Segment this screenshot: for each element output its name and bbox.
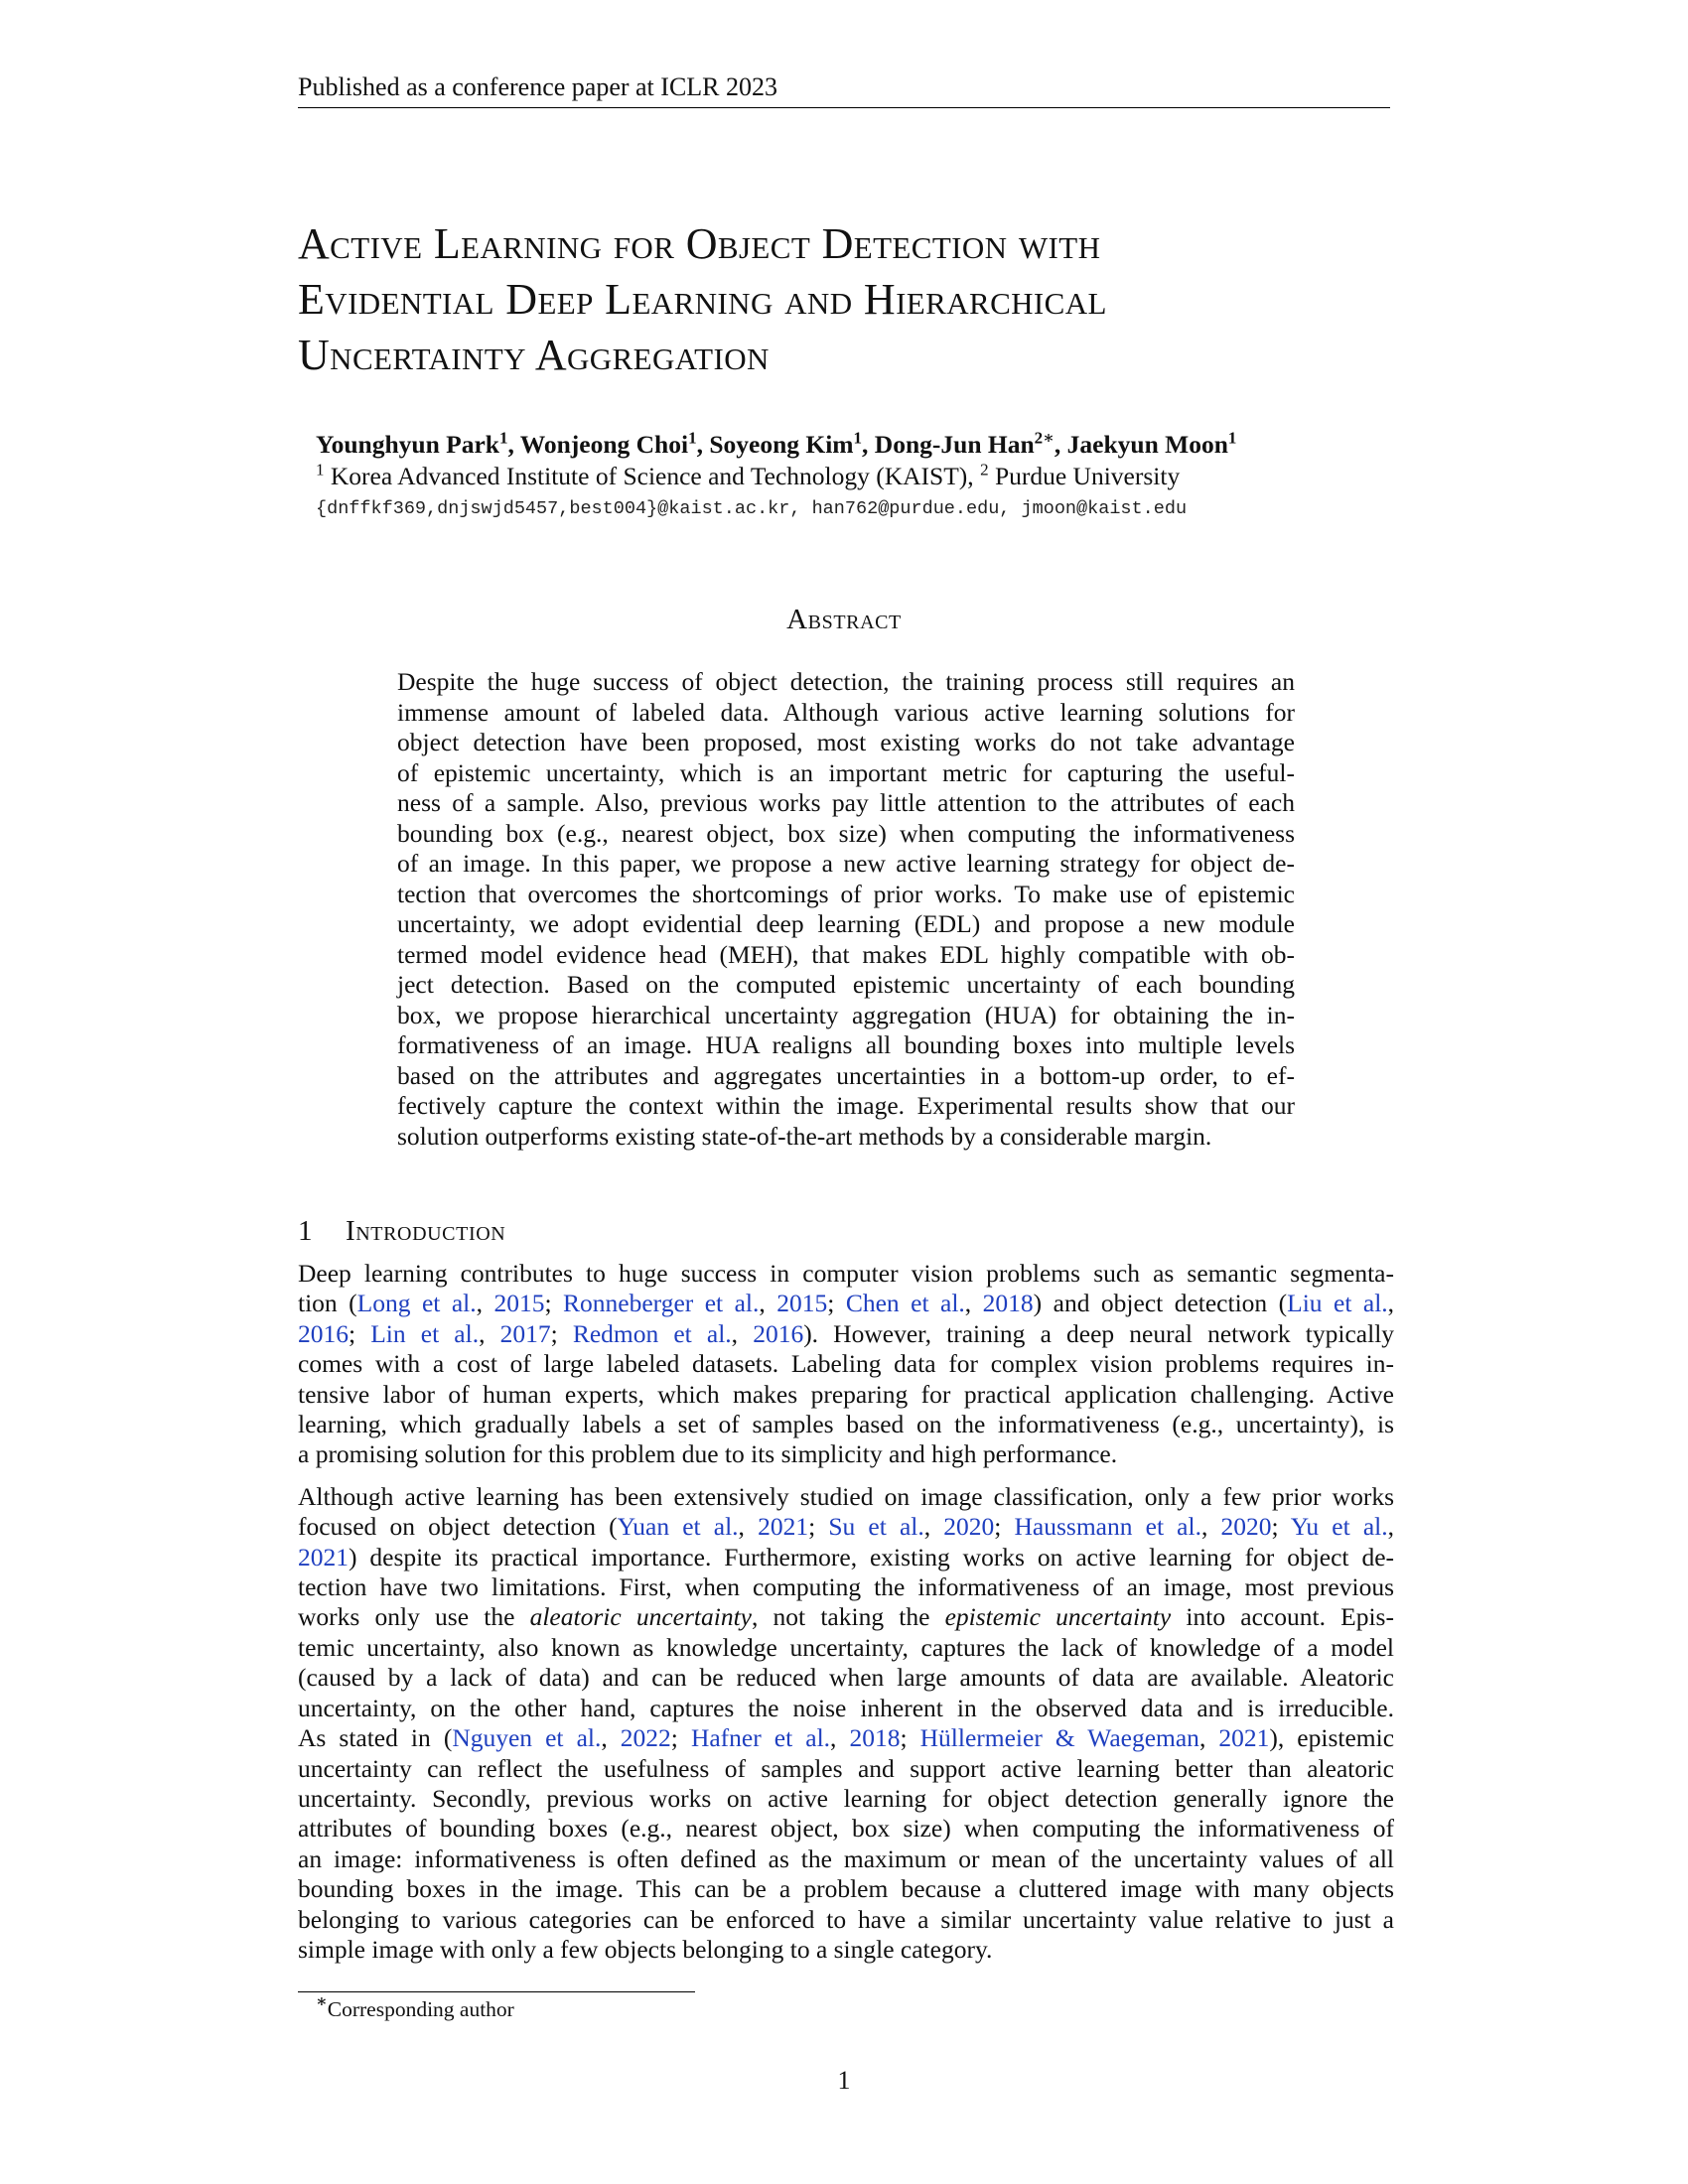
text-run: ; (827, 1289, 846, 1318)
citation-link[interactable]: 2018 (849, 1723, 901, 1753)
citation-link[interactable]: Redmon et al. (572, 1318, 732, 1348)
separator: , (862, 430, 875, 459)
text-run: , not taking the (751, 1602, 945, 1632)
text-run: , (731, 1318, 754, 1348)
citation-link[interactable]: 2015 (776, 1289, 828, 1318)
separator: , (696, 430, 710, 459)
abstract-line: uncertainty, we adopt evidential deep learning (EDL) and propose a new module (397, 909, 1295, 938)
citation-link[interactable]: Long et al. (356, 1289, 477, 1318)
text-run: works only use the (298, 1602, 530, 1632)
citation-link[interactable]: Haussmann et al. (1014, 1512, 1201, 1542)
section-heading-introduction (298, 1213, 1390, 1249)
citation-link[interactable]: 2016 (298, 1318, 349, 1348)
text-run: , (923, 1512, 944, 1542)
abstract-line: Despite the huge success of object detection, the training process still requires an (397, 667, 1295, 696)
paragraph (298, 1259, 1394, 1470)
text-run: ), epistemic (1269, 1723, 1395, 1753)
text-line: (caused by a lack of data) and can be reduced when large amounts of data are available. Aleatoric (298, 1663, 1394, 1693)
citation-link[interactable]: 2016 (753, 1318, 804, 1348)
text-run: , (738, 1512, 759, 1542)
paper-title (298, 216, 1410, 383)
abstract-line: termed model evidence head (MEH), that makes EDL highly compatible with ob- (397, 939, 1295, 969)
text-line: learning, which gradually labels a set of samples based on the informativeness (e.g., uncertainty), is (298, 1410, 1394, 1439)
abstract-line: of an image. In this paper, we propose a new active learning strategy for object de- (397, 849, 1295, 878)
text-line (298, 1543, 1394, 1572)
text-line: temic uncertainty, also known as knowledge uncertainty, captures the lack of knowledge of a model (298, 1632, 1394, 1662)
citation-link[interactable]: 2020 (943, 1512, 995, 1542)
citation-link[interactable]: 2020 (1220, 1512, 1272, 1542)
text-line: an image: informativeness is often defined as the maximum or mean of the uncertainty values of all (298, 1843, 1394, 1873)
abstract-line: ject detection. Based on the computed epistemic uncertainty of each bounding (397, 970, 1295, 999)
text-line: uncertainty, on the other hand, captures the noise inherent in the observed data and is irreducible. (298, 1693, 1394, 1722)
text-run: ; (994, 1512, 1015, 1542)
text-line: attributes of bounding boxes (e.g., nearest object, box size) when computing the informativeness of (298, 1814, 1394, 1843)
text-run: , (1387, 1289, 1395, 1318)
text-run: ; (900, 1723, 920, 1753)
abstract-line: fectively capture the context within the image. Experimental results show that our (397, 1091, 1295, 1120)
affiliation-text: Korea Advanced Institute of Science and Technology (KAIST), (324, 462, 981, 490)
text-line: comes with a cost of large labeled datasets. Labeling data for complex vision problems requires in- (298, 1349, 1394, 1379)
separator: , (1054, 430, 1067, 459)
text-line: Deep learning contributes to huge success in computer vision problems such as semantic segmenta- (298, 1259, 1394, 1288)
text-run: As stated in ( (298, 1723, 453, 1753)
affiliation-mark: 1 (1227, 428, 1237, 448)
citation-link[interactable]: 2021 (758, 1512, 809, 1542)
author-name: Jaekyun Moon (1066, 430, 1228, 459)
text-run: ). However, training a deep neural network typically (803, 1318, 1395, 1348)
author-name: Dong-Jun Han (874, 430, 1035, 459)
footnote (316, 1991, 1110, 2023)
citation-link[interactable]: Nguyen et al. (452, 1723, 602, 1753)
title-line: Uncertainty Aggregation (298, 331, 770, 379)
citation-link[interactable]: 2021 (1218, 1723, 1270, 1753)
footnote-mark: ∗ (316, 1991, 328, 2011)
text-run: ; (670, 1723, 691, 1753)
abstract-line: solution outperforms existing state-of-the-art methods by a considerable margin. (397, 1121, 1212, 1151)
text-run: tion ( (298, 1289, 357, 1318)
introduction-body (298, 1259, 1394, 1977)
text-run: , (830, 1723, 850, 1753)
text-line: bounding boxes in the image. This can be a problem because a cluttered image with many objects (298, 1874, 1394, 1904)
author-emails: {dnffkf369,dnjswjd5457,best004}@kaist.ac.kr, han762@purdue.edu, jmoon@kaist.edu (316, 498, 1188, 519)
text-run: ; (349, 1318, 371, 1348)
author-name: Younghyun Park (316, 430, 499, 459)
text-run: , (1198, 1723, 1219, 1753)
citation-link[interactable]: Yu et al. (1290, 1512, 1388, 1542)
text-line: tensive labor of human experts, which makes preparing for practical application challenging. Active (298, 1379, 1394, 1409)
text-line: belonging to various categories can be enforced to have a similar uncertainty value relative to just a (298, 1904, 1394, 1934)
affiliation-mark: 1 (498, 428, 508, 448)
text-line (298, 1602, 1394, 1632)
abstract-line: immense amount of labeled data. Although various active learning solutions for (397, 697, 1295, 727)
section-number: 1 (298, 1215, 314, 1247)
text-line (298, 1723, 1394, 1753)
text-run: ) despite its practical importance. Furthermore, existing works on active learning for object de- (349, 1542, 1394, 1571)
affiliation-mark: 2∗ (1034, 428, 1055, 448)
text-line: uncertainty. Secondly, previous works on active learning for object detection generally ignore the (298, 1783, 1394, 1813)
affiliation-mark: 1 (688, 428, 697, 448)
citation-link[interactable]: 2022 (620, 1723, 671, 1753)
text-run: , (759, 1289, 777, 1318)
page-number: 1 (837, 2066, 851, 2095)
abstract-line: object detection have been proposed, most existing works do not take advantage (397, 728, 1295, 756)
text-run: ; (544, 1289, 564, 1318)
text-run: ; (1271, 1512, 1291, 1542)
abstract-line: ness of a sample. Also, previous works pay little attention to the attributes of each (397, 788, 1295, 817)
citation-link[interactable]: Su et al. (828, 1512, 924, 1542)
text-run: ) and object detection ( (1033, 1289, 1288, 1318)
affiliation-mark: 1 (316, 460, 325, 479)
section-title: Introduction (346, 1215, 506, 1247)
citation-link[interactable]: Liu et al. (1287, 1289, 1388, 1318)
affiliations (316, 461, 1408, 492)
citation-link[interactable]: 2018 (982, 1289, 1034, 1318)
paragraph (298, 1482, 1394, 1966)
text-line (298, 1289, 1394, 1318)
citation-link[interactable]: 2015 (493, 1289, 545, 1318)
text-line (298, 1319, 1394, 1349)
text-run: , (1200, 1512, 1221, 1542)
abstract-line: formativeness of an image. HUA realigns all bounding boxes into multiple levels (397, 1030, 1295, 1059)
text-run: , (1387, 1512, 1394, 1542)
citation-link[interactable]: 2021 (298, 1542, 349, 1571)
abstract-body (397, 667, 1295, 1152)
text-line: tection have two limitations. First, when computing the informativeness of an image, most previous (298, 1572, 1394, 1602)
citation-link[interactable]: Ronneberger et al. (563, 1289, 760, 1318)
citation-link[interactable]: Yuan et al. (617, 1512, 739, 1542)
affiliation-text: Purdue University (988, 462, 1181, 490)
footnote-text: Corresponding author (327, 1997, 514, 2021)
citation-link[interactable]: Hafner et al. (690, 1723, 831, 1753)
text-run: , (601, 1723, 621, 1753)
text-run: , (479, 1318, 500, 1348)
citation-link[interactable]: Chen et al. (845, 1289, 965, 1318)
text-run: ; (550, 1318, 573, 1348)
affiliation-mark: 1 (853, 428, 863, 448)
abstract-line: box, we propose hierarchical uncertainty aggregation (HUA) for obtaining the in- (397, 1000, 1295, 1029)
title-line: Active Learning for Object Detection with (298, 219, 1101, 268)
text-run: , (964, 1289, 983, 1318)
author-list (316, 429, 1408, 461)
footnote-rule (298, 1991, 695, 1992)
affiliation-mark: 2 (980, 460, 989, 479)
text-line: Although active learning has been extensively studied on image classification, only a few prior works (298, 1481, 1394, 1511)
text-run: focused on object detection ( (298, 1512, 618, 1542)
emphasis: aleatoric uncertainty (529, 1602, 752, 1632)
abstract-heading: Abstract (786, 604, 902, 635)
abstract-line: based on the attributes and aggregates uncertainties in a bottom-up order, to ef- (397, 1060, 1295, 1090)
text-run: ; (808, 1512, 829, 1542)
text-run: , (476, 1289, 494, 1318)
author-name: Wonjeong Choi (519, 430, 689, 459)
citation-link[interactable]: Hüllermeier & Waegeman (919, 1723, 1199, 1753)
text-line: a promising solution for this problem due to its simplicity and high performance. (298, 1439, 1118, 1469)
citation-link[interactable]: 2017 (499, 1318, 551, 1348)
abstract-line: bounding box (e.g., nearest object, box size) when computing the informativeness (397, 818, 1295, 848)
emphasis: epistemic uncertainty (944, 1602, 1172, 1632)
abstract-line: of epistemic uncertainty, which is an important metric for capturing the useful- (397, 757, 1295, 787)
text-run: into account. Epis- (1171, 1602, 1394, 1632)
citation-link[interactable]: Lin et al. (370, 1318, 480, 1348)
author-name: Soyeong Kim (709, 430, 854, 459)
text-line: uncertainty can reflect the usefulness of samples and support active learning better than aleatoric (298, 1753, 1394, 1783)
text-line: simple image with only a few objects belonging to a single category. (298, 1934, 993, 1964)
abstract-line: tection that overcomes the shortcomings of prior works. To make use of epistemic (397, 879, 1295, 908)
text-line (298, 1512, 1394, 1542)
separator: , (507, 430, 520, 459)
running-head: Published as a conference paper at ICLR 2023 (298, 71, 1390, 108)
title-line: Evidential Deep Learning and Hierarchical (298, 275, 1107, 324)
